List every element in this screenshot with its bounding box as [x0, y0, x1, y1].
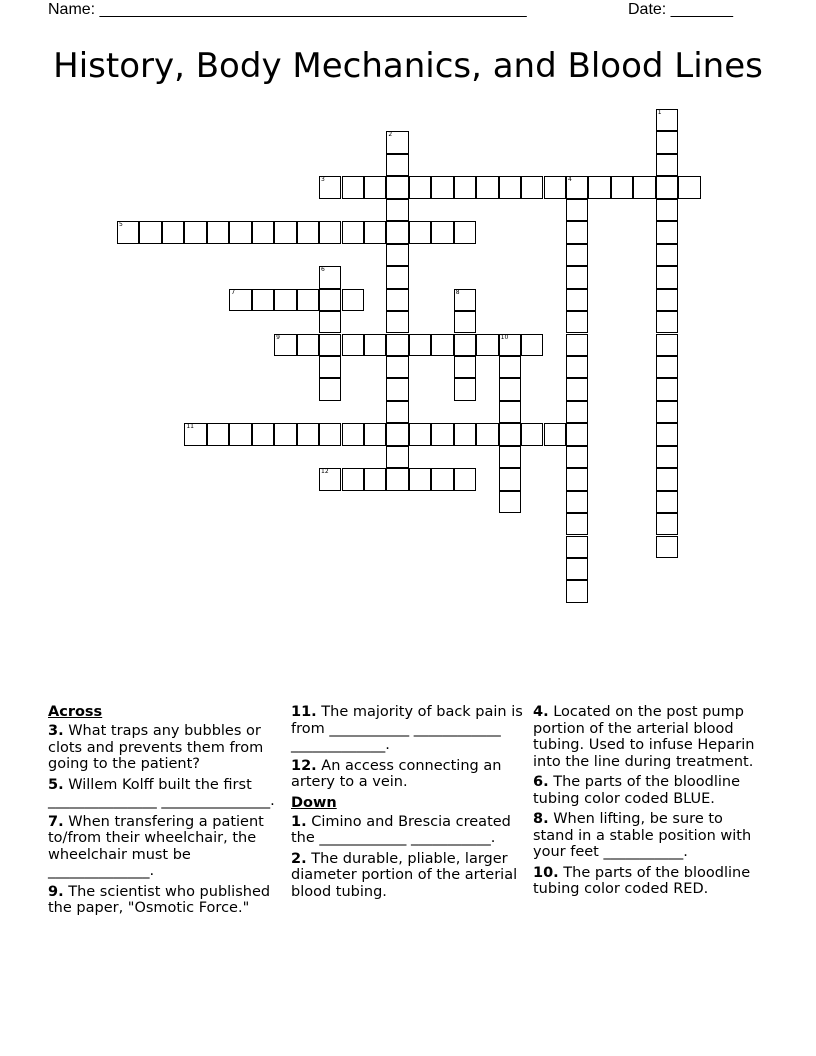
crossword-cell	[588, 176, 610, 198]
crossword-cell	[656, 244, 678, 266]
clue-text: The parts of the bloodline tubing color coded RED.	[533, 864, 751, 897]
clue-across-5	[48, 777, 280, 810]
cell-number: 12	[321, 468, 329, 476]
crossword-cell	[184, 423, 206, 445]
clue-text: Located on the post pump portion of the arterial blood tubing. Used to infuse Heparin into the line during treatment.	[533, 704, 755, 770]
crossword-cell	[656, 266, 678, 288]
clue-number: 5.	[48, 776, 64, 793]
crossword-cell	[521, 423, 543, 445]
cell-number: 9	[276, 333, 280, 341]
across-heading: Across	[48, 704, 103, 720]
clue-text: Cimino and Brescia created the ____________ ___________.	[291, 813, 511, 846]
crossword-cell	[386, 401, 408, 423]
crossword-cell	[566, 311, 588, 333]
crossword-cell	[566, 356, 588, 378]
clue-down-6	[533, 774, 765, 807]
down-heading: Down	[291, 794, 337, 811]
clue-down-2	[291, 851, 523, 901]
crossword-cell	[319, 423, 341, 445]
cell-number: 11	[186, 423, 194, 431]
crossword-cell	[431, 176, 453, 198]
crossword-cell	[319, 289, 341, 311]
crossword-cell	[656, 131, 678, 153]
clue-number: 4.	[533, 704, 549, 720]
clue-number: 11.	[291, 704, 317, 720]
crossword-cell	[207, 423, 229, 445]
crossword-cell	[566, 423, 588, 445]
crossword-cell	[229, 221, 251, 243]
crossword-cell	[319, 468, 341, 490]
clue-text: When transfering a patient to/from their wheelchair, the wheelchair must be ______________.	[48, 813, 264, 879]
clue-number: 1.	[291, 813, 307, 830]
crossword-cell	[476, 423, 498, 445]
cell-number: 5	[119, 221, 123, 229]
crossword-cell	[386, 378, 408, 400]
cell-number: 6	[321, 266, 325, 274]
cell-number: 8	[455, 288, 460, 296]
crossword-cell	[499, 356, 521, 378]
crossword-cell	[611, 176, 633, 198]
crossword-cell	[342, 289, 364, 311]
crossword-cell	[454, 289, 476, 311]
crossword-cell	[566, 244, 588, 266]
crossword-cell	[274, 423, 296, 445]
crossword-cell	[566, 221, 588, 243]
crossword-cell	[229, 289, 251, 311]
crossword-cell	[454, 356, 476, 378]
crossword-cell	[207, 221, 229, 243]
crossword-cell	[409, 221, 431, 243]
crossword-cell	[297, 289, 319, 311]
crossword-cell	[656, 423, 678, 445]
crossword-cell	[342, 468, 364, 490]
crossword-cell	[409, 468, 431, 490]
clue-text: The durable, pliable, larger diameter portion of the arterial blood tubing.	[291, 850, 518, 900]
crossword-cell	[342, 176, 364, 198]
crossword-cell	[566, 176, 588, 198]
crossword-cell	[431, 468, 453, 490]
crossword-cell	[476, 334, 498, 356]
crossword-cell	[342, 221, 364, 243]
crossword-cell	[566, 468, 588, 490]
crossword-cell	[364, 221, 386, 243]
crossword-cell	[544, 423, 566, 445]
crossword-cell	[386, 289, 408, 311]
crossword-cell	[544, 176, 566, 198]
clue-number: 7.	[48, 813, 64, 830]
crossword-cell	[656, 356, 678, 378]
crossword-cell	[566, 378, 588, 400]
crossword-cell	[521, 176, 543, 198]
crossword-cell	[319, 378, 341, 400]
crossword-cell	[454, 221, 476, 243]
crossword-cell	[499, 446, 521, 468]
crossword-cell	[566, 266, 588, 288]
crossword-cell	[386, 176, 408, 198]
clue-number: 10.	[533, 864, 559, 881]
crossword-cell	[319, 176, 341, 198]
crossword-cell	[386, 266, 408, 288]
crossword-cell	[431, 221, 453, 243]
cell-number: 3	[321, 176, 325, 184]
crossword-cell	[454, 334, 476, 356]
clue-text: The scientist who published the paper, "Osmotic Force."	[48, 883, 271, 916]
crossword-cell	[521, 334, 543, 356]
crossword-cell	[386, 334, 408, 356]
clue-down-8	[533, 811, 765, 861]
crossword-cell	[566, 289, 588, 311]
crossword-cell	[656, 401, 678, 423]
cell-number: 7	[231, 288, 236, 296]
clue-number: 8.	[533, 811, 549, 827]
crossword-cell	[454, 468, 476, 490]
crossword-cell	[319, 356, 341, 378]
crossword-cell	[656, 289, 678, 311]
page-title: History, Body Mechanics, and Blood Lines	[53, 46, 763, 86]
clue-number: 6.	[533, 774, 549, 790]
clue-number: 9.	[48, 883, 64, 900]
clue-number: 12.	[291, 757, 317, 774]
crossword-cell	[499, 491, 521, 513]
clue-across-7	[48, 814, 280, 880]
crossword-cell	[386, 221, 408, 243]
crossword-cell	[342, 334, 364, 356]
clues-column-3	[533, 704, 765, 902]
crossword-cell	[566, 513, 588, 535]
cell-number: 4	[568, 176, 572, 184]
date-field-label: Date: _______	[628, 1, 733, 18]
crossword-cell	[386, 468, 408, 490]
crossword-cell	[319, 334, 341, 356]
crossword-cell	[409, 334, 431, 356]
crossword-cell	[252, 423, 274, 445]
crossword-cell	[386, 244, 408, 266]
crossword-cell	[162, 221, 184, 243]
clue-text: Willem Kolff built the first _______________ _______________.	[48, 776, 275, 809]
crossword-cell	[633, 176, 655, 198]
crossword-cell	[499, 468, 521, 490]
crossword-cell	[499, 334, 521, 356]
crossword-cell	[297, 423, 319, 445]
clue-across-11	[291, 704, 523, 754]
crossword-cell	[499, 401, 521, 423]
clue-text: An access connecting an artery to a vein.	[291, 757, 502, 790]
crossword-cell	[386, 356, 408, 378]
crossword-cell	[656, 109, 678, 131]
crossword-cell	[274, 221, 296, 243]
clue-down-1	[291, 814, 523, 847]
clue-number: 2.	[291, 850, 307, 867]
clue-across-3	[48, 723, 280, 773]
crossword-cell	[386, 131, 408, 153]
crossword-cell	[656, 378, 678, 400]
clue-down-10	[533, 865, 765, 898]
crossword-cell	[229, 423, 251, 445]
crossword-cell	[319, 221, 341, 243]
clue-down-4	[533, 704, 765, 770]
clue-across-12	[291, 758, 523, 791]
cell-number: 2	[388, 131, 393, 139]
crossword-cell	[431, 334, 453, 356]
crossword-cell	[364, 176, 386, 198]
crossword-cell	[656, 536, 678, 558]
crossword-cell	[364, 468, 386, 490]
crossword-cell	[297, 221, 319, 243]
crossword-cell	[656, 311, 678, 333]
crossword-cell	[656, 491, 678, 513]
crossword-cell	[274, 334, 296, 356]
crossword-cell	[274, 289, 296, 311]
crossword-cell	[319, 266, 341, 288]
crossword-cell	[566, 491, 588, 513]
crossword-cell	[566, 558, 588, 580]
crossword-cell	[656, 468, 678, 490]
crossword-cell	[252, 289, 274, 311]
clue-text: When lifting, be sure to stand in a stable position with your feet ___________.	[533, 811, 752, 860]
crossword-cell	[454, 378, 476, 400]
crossword-cell	[431, 423, 453, 445]
crossword-cell	[656, 221, 678, 243]
crossword-cell	[454, 176, 476, 198]
clue-number: 3.	[48, 723, 64, 739]
name-field-label: Name: ________________________________________________	[48, 1, 527, 18]
crossword-cell	[409, 423, 431, 445]
crossword-cell	[566, 334, 588, 356]
clues-column-1	[48, 704, 280, 921]
crossword-cell	[656, 154, 678, 176]
crossword-cell	[454, 311, 476, 333]
crossword-cell	[476, 176, 498, 198]
crossword-cell	[297, 334, 319, 356]
crossword-cell	[656, 176, 678, 198]
crossword-cell	[566, 536, 588, 558]
crossword-cell	[566, 199, 588, 221]
clue-text: The parts of the bloodline tubing color coded BLUE.	[533, 774, 741, 807]
crossword-cell	[117, 221, 139, 243]
crossword-cell	[656, 513, 678, 535]
crossword-cell	[184, 221, 206, 243]
clue-across-9	[48, 884, 280, 917]
crossword-cell	[566, 446, 588, 468]
crossword-cell	[139, 221, 161, 243]
crossword-cell	[364, 423, 386, 445]
cell-number: 10	[500, 333, 509, 341]
crossword-cell	[386, 199, 408, 221]
crossword-cell	[386, 154, 408, 176]
crossword-cell	[342, 423, 364, 445]
clue-text: The majority of back pain is from ___________ ____________ _____________.	[291, 704, 523, 753]
crossword-cell	[386, 446, 408, 468]
crossword-cell	[386, 311, 408, 333]
clues-column-2	[291, 704, 523, 904]
crossword-cell	[656, 446, 678, 468]
crossword-cell	[566, 401, 588, 423]
crossword-cell	[499, 176, 521, 198]
crossword-cell	[319, 311, 341, 333]
cell-number: 1	[657, 109, 662, 116]
clue-text: What traps any bubbles or clots and prevents them from going to the patient?	[48, 723, 264, 772]
crossword-cell	[409, 176, 431, 198]
crossword-cell	[386, 423, 408, 445]
crossword-cell	[454, 423, 476, 445]
crossword-cell	[364, 334, 386, 356]
crossword-cell	[499, 423, 521, 445]
crossword-cell	[656, 199, 678, 221]
crossword-cell	[566, 580, 588, 602]
crossword-cell	[499, 378, 521, 400]
crossword-cell	[678, 176, 700, 198]
crossword-cell	[252, 221, 274, 243]
crossword-cell	[656, 334, 678, 356]
